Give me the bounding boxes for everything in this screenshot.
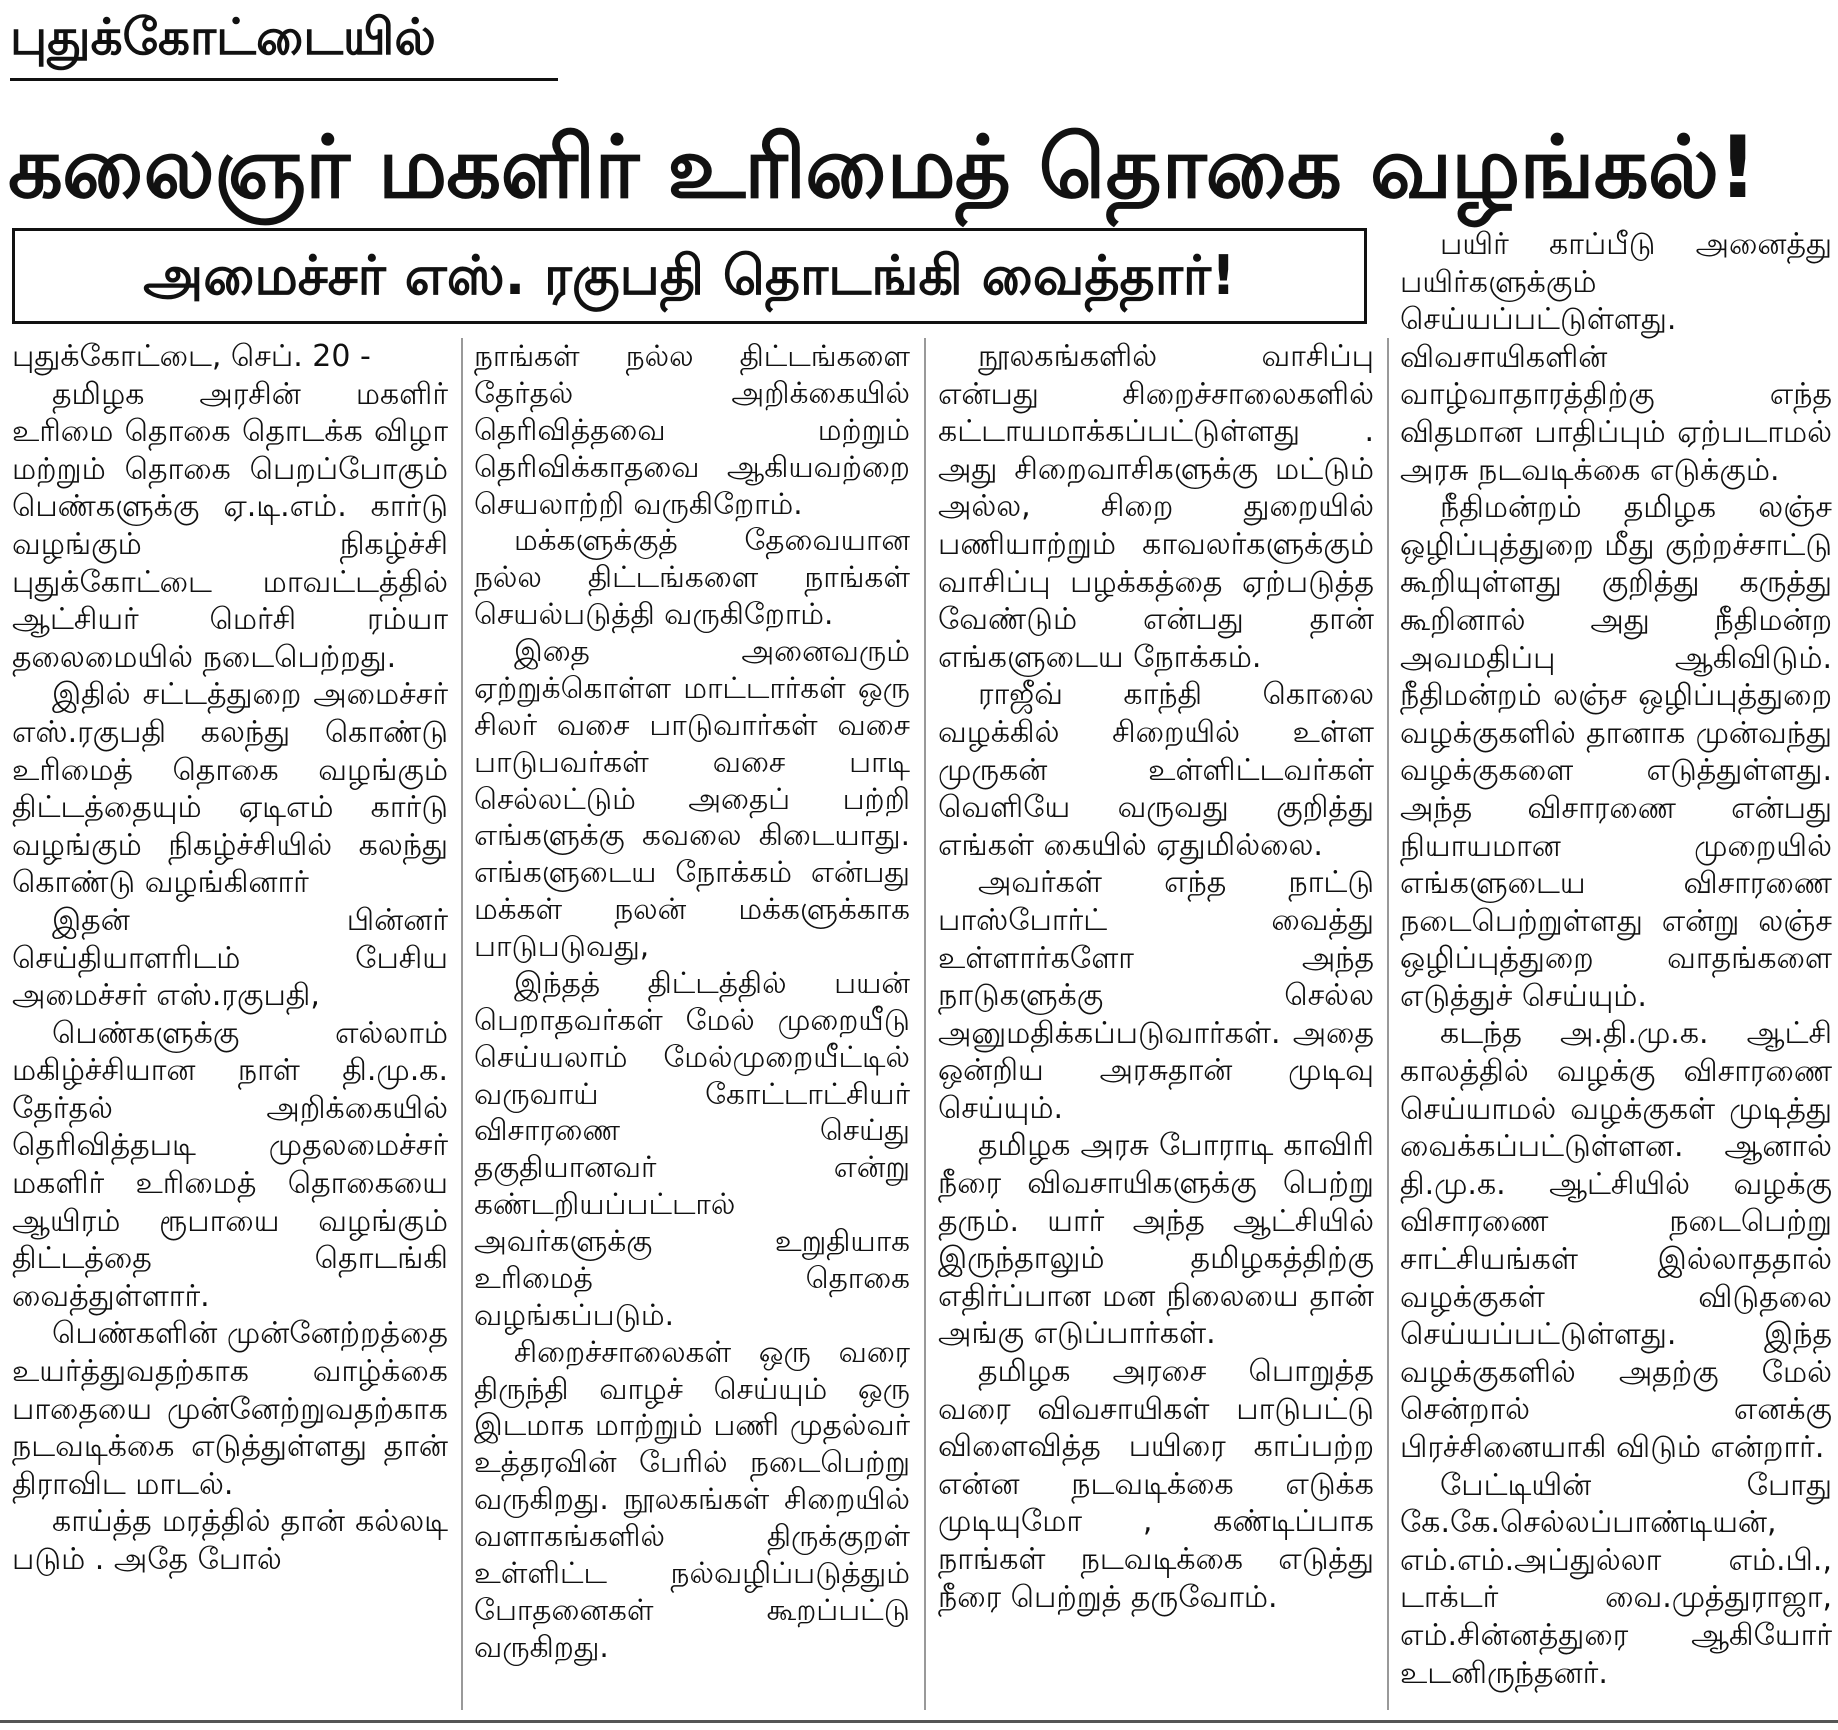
paragraph: சிறைச்சாலைகள் ஒரு வரை திருந்தி வாழச் செய்யும் ஒரு இடமாக மாற்றும் பணி முதல்வர் உத்தரவின் பேரில் நடைபெற்று வருகிறது. நூலகங்கள் சிறையில் வளாகங்களில் திருக்குறள் உள்ளிட்ட நல்வழிப்படுத்தும் போதனைகள் கூறப்பட்டு வருகிறது. bbox=[474, 1334, 910, 1664]
paragraph: நாங்கள் நல்ல திட்டங்களை தேர்தல் அறிக்கையில் தெரிவித்தவை மற்றும் தெரிவிக்காதவை ஆகியவற்றை செயலாற்றி வருகிறோம். bbox=[474, 339, 910, 521]
paragraph: நூலகங்களில் வாசிப்பு என்பது சிறைச்சாலைகளில் கட்டாயமாக்கப்பட்டுள்ளது . அது சிறைவாசிகளுக்கு மட்டும் அல்ல, சிறை துறையில் பணியாற்றும் காவலர்களுக்கும் வாசிப்பு பழக்கத்தை ஏற்படுத்த வேண்டும் என்பது தான் எங்களுடைய நோக்கம். bbox=[938, 339, 1374, 675]
paragraph: பெண்களின் முன்னேற்றத்தை உயர்த்துவதற்காக வாழ்க்கை பாதையை முன்னேற்றுவதற்காக நடவடிக்கை எடுத்துள்ளது தான் திராவிட மாடல். bbox=[12, 1316, 448, 1502]
article-kicker: புதுக்கோட்டையில் bbox=[10, 2, 558, 81]
paragraph: காய்த்த மரத்தில் தான் கல்லடி படும் . அதே போல் bbox=[12, 1504, 448, 1577]
paragraph: இந்தத் திட்டத்தில் பயன் பெறாதவர்கள் மேல் முறையீடு செய்யலாம் மேல்முறையீட்டில் வருவாய் கோட்டாட்சியர் விசாரணை செய்து தகுதியானவர் என்று கண்டறியப்பட்டால் அவர்களுக்கு உறுதியாக உரிமைத் தொகை வழங்கப்படும். bbox=[474, 965, 910, 1332]
column-divider bbox=[924, 338, 926, 1710]
article-headline: கலைஞர் மகளிர் உரிமைத் தொகை வழங்கல்! bbox=[8, 118, 1757, 218]
paragraph: அவர்கள் எந்த நாட்டு பாஸ்போர்ட் வைத்து உள்ளார்களோ அந்த நாடுகளுக்கு செல்ல அனுமதிக்கப்படுவார்கள். அதை ஒன்றிய அரசுதான் முடிவு செய்யும். bbox=[938, 865, 1374, 1126]
paragraph: தமிழக அரசின் மகளிர் உரிமை தொகை தொடக்க விழா மற்றும் தொகை பெறப்போகும் பெண்களுக்கு ஏ.டி.எம். கார்டு வழங்கும் நிகழ்ச்சி புதுக்கோட்டை மாவட்டத்தில் ஆட்சியர் மெர்சி ரம்யா தலைமையில் நடைபெற்றது. bbox=[12, 376, 448, 675]
paragraph: இதை அனைவரும் ஏற்றுக்கொள்ள மாட்டார்கள் ஒரு சிலர் வசை பாடுவார்கள் வசை பாடுபவர்கள் வசை பாடி செல்லட்டும் அதைப் பற்றி எங்களுக்கு கவலை கிடையாது. எங்களுடைய நோக்கம் என்பது மக்கள் நலன் மக்களுக்காக பாடுபடுவது, bbox=[474, 634, 910, 963]
paragraph: கடந்த அ.தி.மு.க. ஆட்சி காலத்தில் வழக்கு விசாரணை செய்யாமல் வழக்குகள் முடித்து வைக்கப்பட்டுள்ளன. ஆனால் தி.மு.க. ஆட்சியில் வழக்கு விசாரணை நடைபெற்று சாட்சியங்கள் இல்லாததால் வழக்குகள் விடுதலை செய்யப்பட்டுள்ளது. இந்த வழக்குகளில் அதற்கு மேல் சென்றால் எனக்கு பிரச்சினையாகி விடும் என்றார். bbox=[1400, 1016, 1832, 1465]
bottom-divider bbox=[0, 1720, 1838, 1723]
article-column-1 bbox=[12, 338, 448, 1710]
article-subheadline: அமைச்சர் எஸ். ரகுபதி தொடங்கி வைத்தார்! bbox=[12, 228, 1367, 324]
paragraph: இதில் சட்டத்துறை அமைச்சர் எஸ்.ரகுபதி கலந்து கொண்டு உரிமைத் தொகை வழங்கும் திட்டத்தையும் ஏடிஎம் கார்டு வழங்கும் நிகழ்ச்சியில் கலந்து கொண்டு வழங்கினார் bbox=[12, 677, 448, 901]
paragraph: மக்களுக்குத் தேவையான நல்ல திட்டங்களை நாங்கள் செயல்படுத்தி வருகிறோம். bbox=[474, 523, 910, 632]
paragraph: தமிழக அரசு போராடி காவிரி நீரை விவசாயிகளுக்கு பெற்று தரும். யார் அந்த ஆட்சியில் இருந்தாலும் தமிழகத்திற்கு எதிர்ப்பான மன நிலையை தான் அங்கு எடுப்பார்கள். bbox=[938, 1128, 1374, 1352]
article-column-4 bbox=[1400, 226, 1832, 1710]
paragraph: ராஜீவ் காந்தி கொலை வழக்கில் சிறையில் உள்ள முருகன் உள்ளிட்டவர்கள் வெளியே வருவது குறித்து எங்கள் கையில் ஏதுமில்லை. bbox=[938, 677, 1374, 863]
paragraph: பேட்டியின் போது கே.கே.செல்லப்பாண்டியன், எம்.எம்.அப்துல்லா எம்.பி., டாக்டர் வை.முத்துராஜா, எம்.சின்னத்துரை ஆகியோர் உடனிருந்தனர். bbox=[1400, 1467, 1832, 1691]
paragraph: நீதிமன்றம் தமிழக லஞ்ச ஒழிப்புத்துறை மீது குற்றச்சாட்டு கூறியுள்ளது குறித்து கருத்து கூறினால் அது நீதிமன்ற அவமதிப்பு ஆகிவிடும். நீதிமன்றம் லஞ்ச ஒழிப்புத்துறை வழக்குகளில் தானாக முன்வந்து வழக்குகளை எடுத்துள்ளது. அந்த விசாரணை என்பது நியாயமான முறையில் எங்களுடைய விசாரணை நடைபெற்றுள்ளது என்று லஞ்ச ஒழிப்புத்துறை வாதங்களை எடுத்துச் செய்யும். bbox=[1400, 490, 1832, 1014]
column-divider bbox=[461, 338, 463, 1710]
column-divider bbox=[1387, 338, 1389, 1710]
paragraph: தமிழக அரசை பொறுத்த வரை விவசாயிகள் பாடுபட்டு விளைவித்த பயிரை காப்பற்ற என்ன நடவடிக்கை எடுக்க முடியுமோ , கண்டிப்பாக நாங்கள் நடவடிக்கை எடுத்து நீரை பெற்றுத் தருவோம். bbox=[938, 1354, 1374, 1615]
article-column-2 bbox=[474, 338, 910, 1710]
paragraph: பயிர் காப்பீடு அனைத்து பயிர்களுக்கும் செய்யப்பட்டுள்ளது. விவசாயிகளின் வாழ்வாதாரத்திற்கு எந்த விதமான பாதிப்பும் ஏற்படாமல் அரசு நடவடிக்கை எடுக்கும். bbox=[1400, 227, 1832, 488]
paragraph: பெண்களுக்கு எல்லாம் மகிழ்ச்சியான நாள் தி.மு.க. தேர்தல் அறிக்கையில் தெரிவித்தபடி முதலமைச்சர் மகளிர் உரிமைத் தொகையை ஆயிரம் ரூபாயை வழங்கும் திட்டத்தை தொடங்கி வைத்துள்ளார். bbox=[12, 1015, 448, 1314]
paragraph: இதன் பின்னர் செய்தியாளரிடம் பேசிய அமைச்சர் எஸ்.ரகுபதி, bbox=[12, 902, 448, 1014]
article-column-3 bbox=[938, 338, 1374, 1710]
dateline: புதுக்கோட்டை, செப். 20 - bbox=[12, 339, 371, 374]
